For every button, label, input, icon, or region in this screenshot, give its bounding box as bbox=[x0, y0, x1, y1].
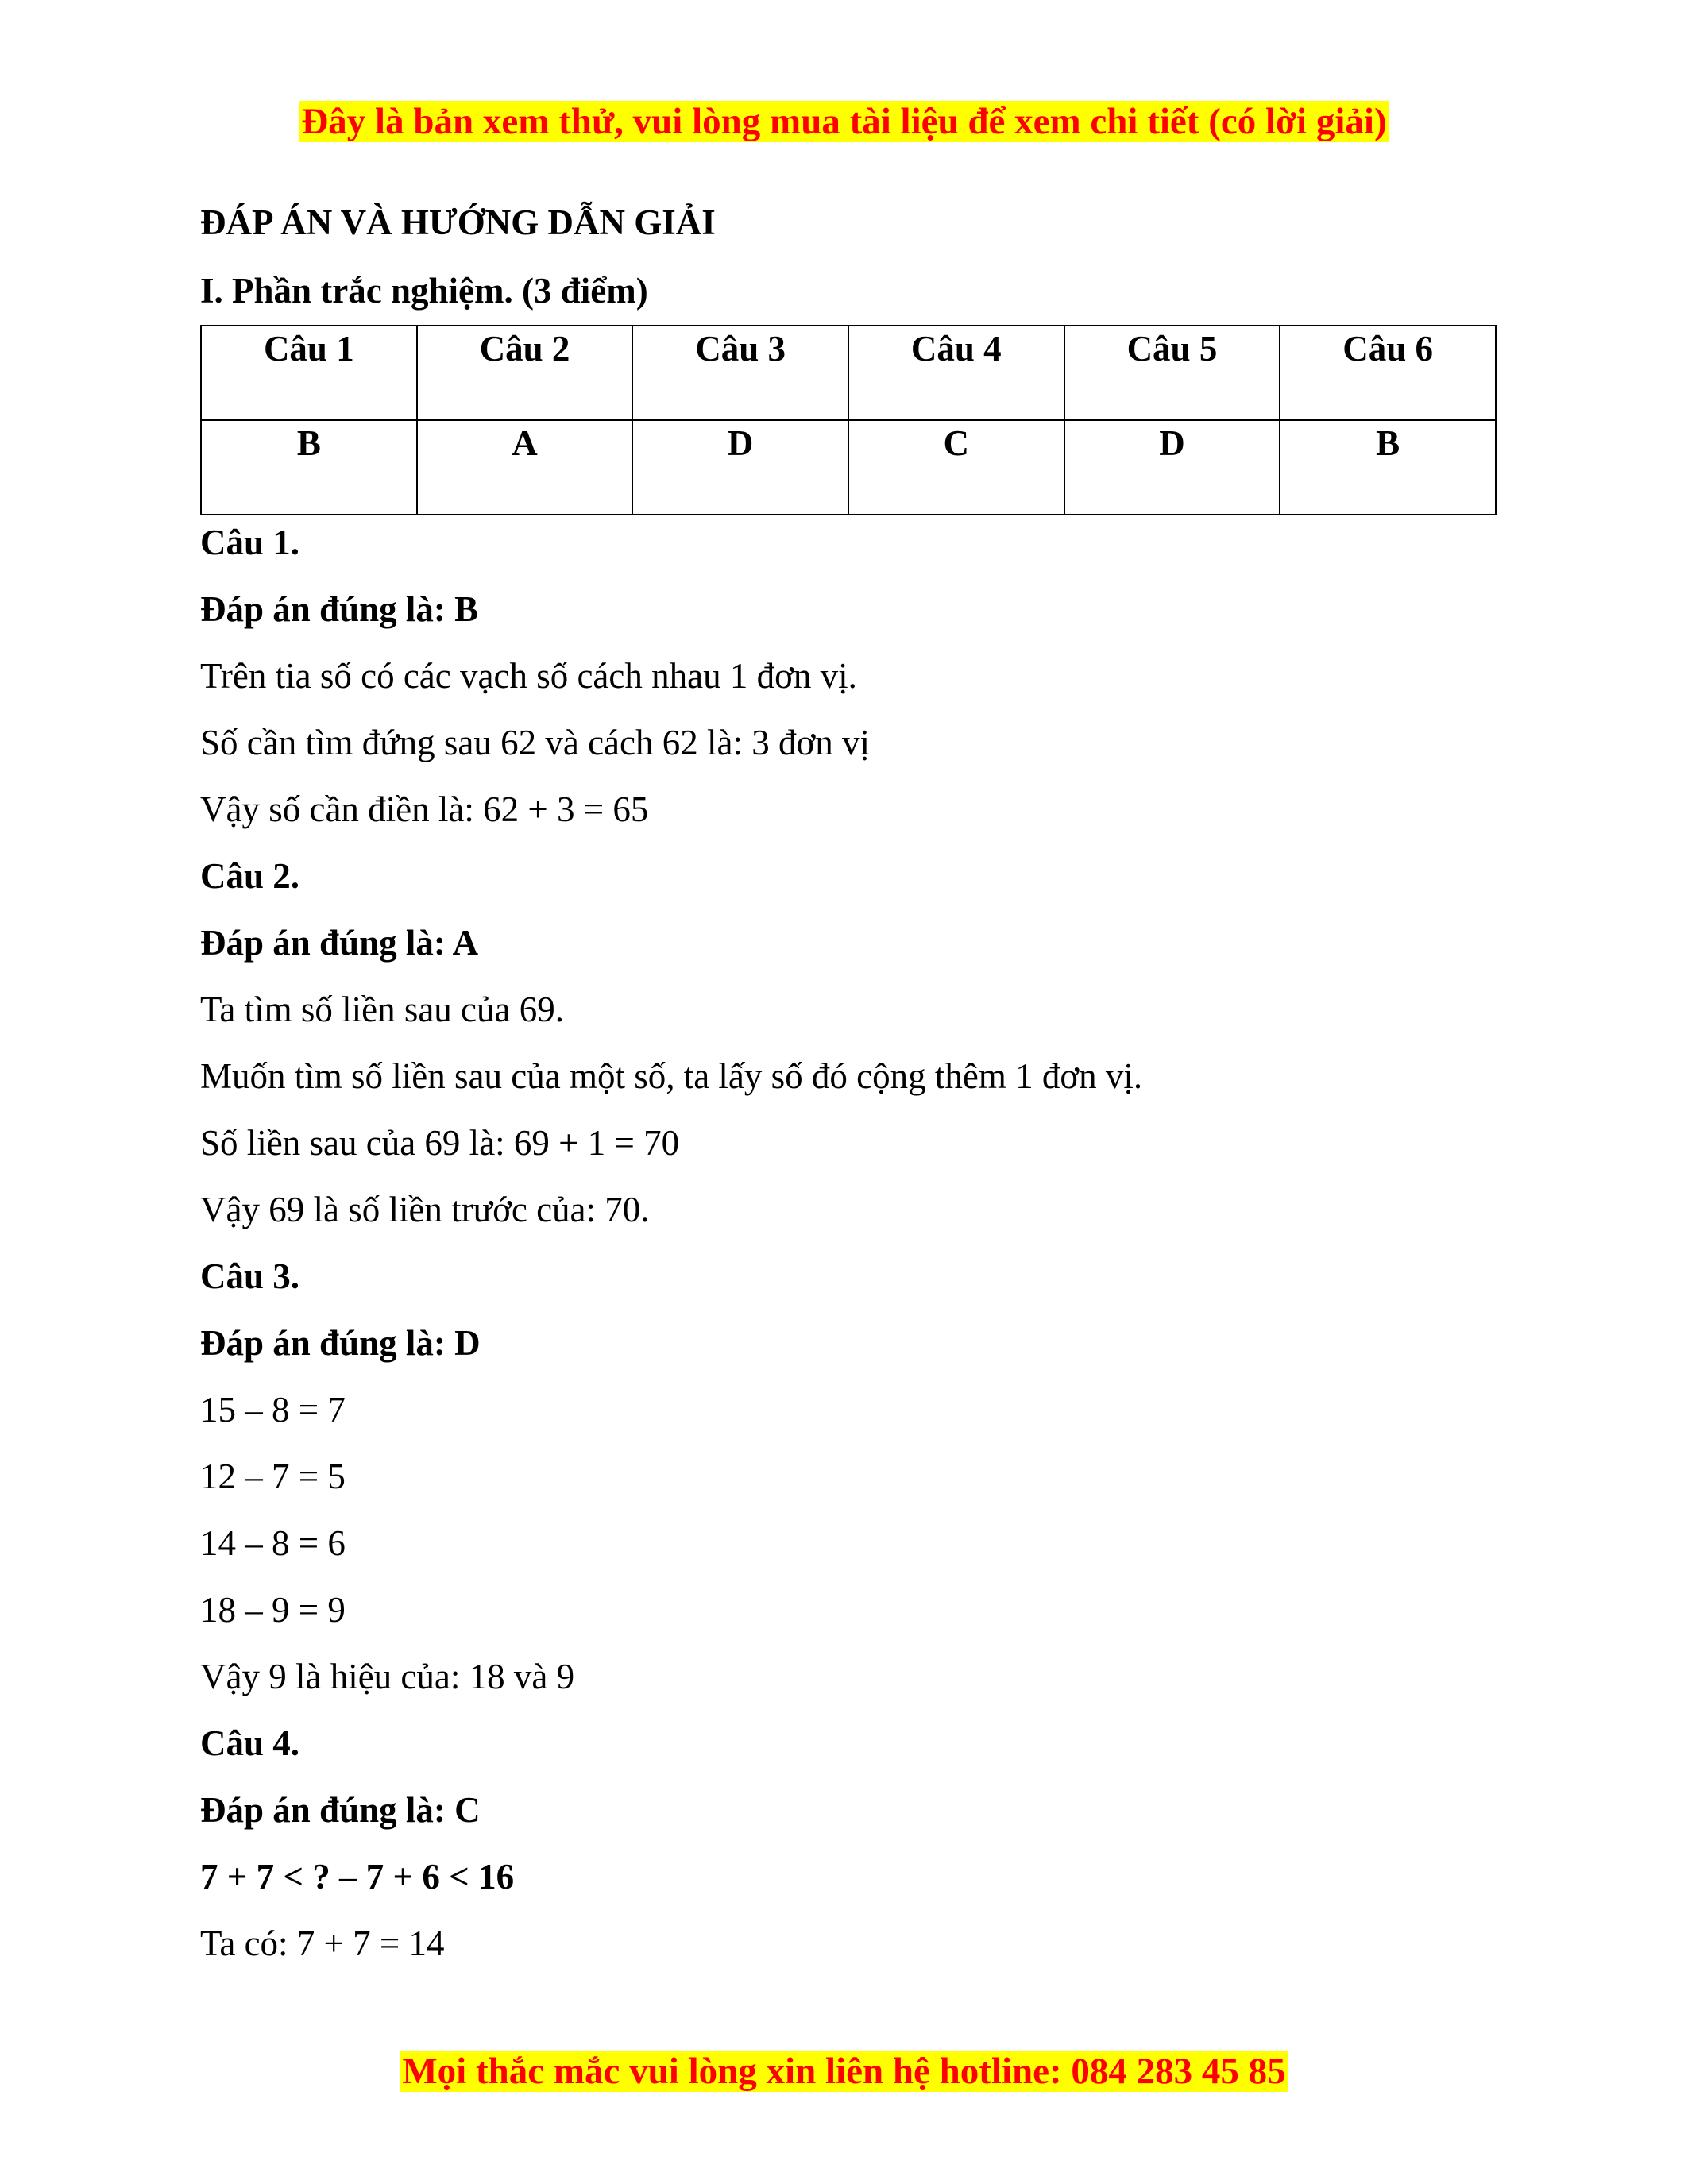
answer-table-answer-row bbox=[201, 420, 1496, 515]
text-line: 7 + 7 < ? – 7 + 6 < 16 bbox=[200, 1857, 515, 1897]
preview-notice-text: Đây là bản xem thử, vui lòng mua tài liệu để xem chi tiết (có lời giải) bbox=[301, 101, 1387, 142]
text-line: Vậy 9 là hiệu của: 18 và 9 bbox=[200, 1657, 575, 1696]
answer-cell-5: D bbox=[1064, 420, 1280, 515]
text-line: Số liền sau của 69 là: 69 + 1 = 70 bbox=[200, 1123, 680, 1163]
answer-cell-3: D bbox=[632, 420, 848, 515]
text-line: 14 – 8 = 6 bbox=[200, 1523, 346, 1563]
answer-cell-6: B bbox=[1280, 420, 1496, 515]
answer-table bbox=[200, 325, 1497, 515]
answer-table-header-row bbox=[201, 326, 1496, 420]
document-body bbox=[200, 200, 1495, 1988]
hotline-banner bbox=[0, 2049, 1688, 2093]
section-heading: I. Phần trắc nghiệm. (3 điểm) bbox=[200, 271, 648, 311]
preview-notice-banner bbox=[0, 99, 1688, 144]
text-line: Vậy số cần điền là: 62 + 3 = 65 bbox=[200, 789, 649, 829]
text-line: Đáp án đúng là: D bbox=[200, 1323, 481, 1363]
solution-text bbox=[200, 520, 1495, 1988]
text-line: Ta có: 7 + 7 = 14 bbox=[200, 1924, 445, 1963]
question-header-1: Câu 1 bbox=[201, 326, 417, 420]
text-line: Ta tìm số liền sau của 69. bbox=[200, 990, 564, 1029]
question-header-3: Câu 3 bbox=[632, 326, 848, 420]
text-line: Đáp án đúng là: C bbox=[200, 1790, 481, 1830]
text-line: Câu 3. bbox=[200, 1256, 300, 1296]
question-header-6: Câu 6 bbox=[1280, 326, 1496, 420]
question-header-4: Câu 4 bbox=[848, 326, 1064, 420]
text-line: Đáp án đúng là: A bbox=[200, 923, 479, 963]
hotline-text: Mọi thắc mắc vui lòng xin liên hệ hotline: 084 283 45 85 bbox=[402, 2051, 1286, 2092]
text-line: Câu 1. bbox=[200, 523, 300, 562]
text-line: Đáp án đúng là: B bbox=[200, 589, 479, 629]
question-header-5: Câu 5 bbox=[1064, 326, 1280, 420]
text-line: Số cần tìm đứng sau 62 và cách 62 là: 3 đơn vị bbox=[200, 723, 871, 762]
text-line: 12 – 7 = 5 bbox=[200, 1457, 346, 1496]
text-line: Vậy 69 là số liền trước của: 70. bbox=[200, 1190, 650, 1229]
page-title: ĐÁP ÁN VÀ HƯỚNG DẪN GIẢI bbox=[200, 203, 716, 242]
question-header-2: Câu 2 bbox=[417, 326, 633, 420]
text-line: Muốn tìm số liền sau của một số, ta lấy số đó cộng thêm 1 đơn vị. bbox=[200, 1056, 1143, 1096]
text-line: 18 – 9 = 9 bbox=[200, 1590, 346, 1630]
answer-cell-2: A bbox=[417, 420, 633, 515]
text-line: Câu 2. bbox=[200, 856, 300, 896]
text-line: Câu 4. bbox=[200, 1723, 300, 1763]
answer-cell-4: C bbox=[848, 420, 1064, 515]
text-line: 15 – 8 = 7 bbox=[200, 1390, 346, 1430]
answer-cell-1: B bbox=[201, 420, 417, 515]
text-line: Trên tia số có các vạch số cách nhau 1 đơn vị. bbox=[200, 656, 857, 696]
